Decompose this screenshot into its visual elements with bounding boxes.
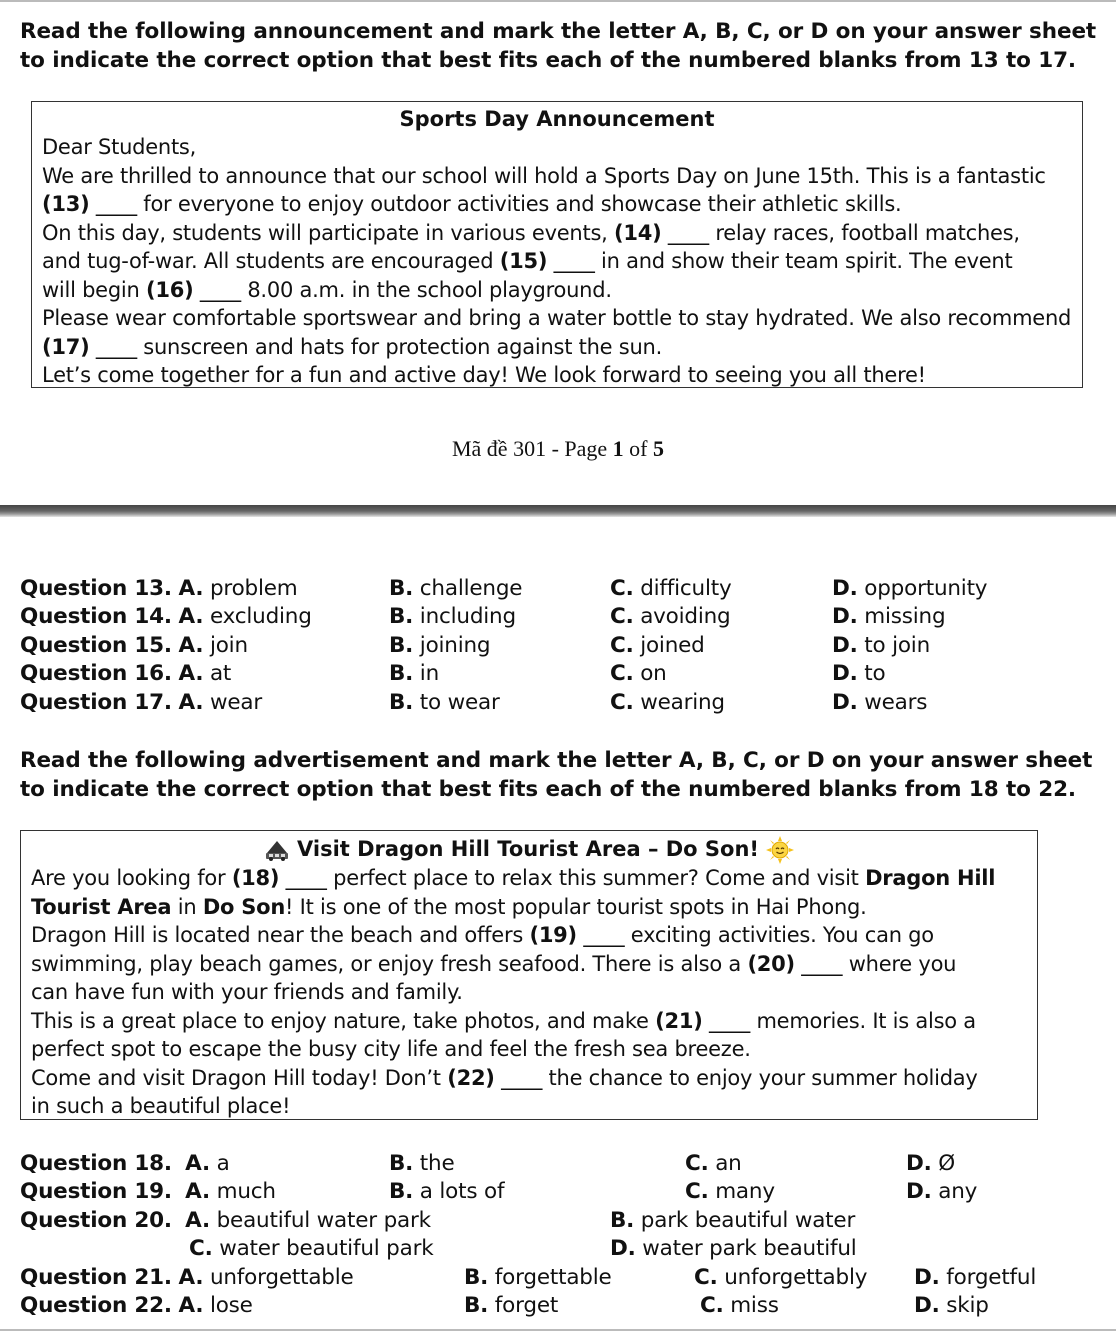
- q13-option-b-row: B. challenge: [389, 576, 523, 601]
- announcement-line-4-b: in and show their team spirit. The event: [601, 249, 1013, 273]
- advert-line-8: [31, 1064, 978, 1093]
- q22-option-b[interactable]: forget: [494, 1293, 559, 1318]
- q14-option-a[interactable]: excluding: [209, 604, 312, 629]
- blank-number-13: (13): [42, 192, 90, 216]
- question-19-label: Question 19. A. much: [20, 1179, 276, 1204]
- advert-line-7: perfect spot to escape the busy city life and feel the fresh sea breeze.: [31, 1037, 751, 1061]
- q19-option-b-row: B. a lots of: [389, 1179, 505, 1204]
- announcement-line-3-b: relay races, football matches,: [715, 221, 1020, 245]
- instruction-13-17: Read the following announcement and mark the letter A, B, C, or D on your answer sheet to indicate the correct option that best fits each of the numbered blanks from 13 to 17.: [20, 19, 1097, 73]
- page-footer: [0, 436, 1116, 462]
- q17-option-b[interactable]: to wear: [419, 690, 500, 715]
- footer-page-number: 1: [612, 436, 624, 461]
- advert-line-2-mid: in: [177, 895, 197, 919]
- q14-option-c-row: C. avoiding: [610, 604, 731, 629]
- announcement-box: [31, 101, 1083, 388]
- q19-option-a[interactable]: much: [216, 1179, 276, 1204]
- q20-option-c[interactable]: water beautiful park: [219, 1236, 434, 1261]
- advert-line-6-b: memories. It is also a: [756, 1009, 976, 1033]
- blank-16: ____: [199, 278, 241, 302]
- q19-option-b[interactable]: a lots of: [419, 1179, 505, 1204]
- q22-option-a[interactable]: lose: [209, 1293, 253, 1318]
- announcement-line-7-text: sunscreen and hats for protection against the sun.: [143, 335, 662, 359]
- q15-option-c[interactable]: joined: [640, 633, 705, 658]
- q20-option-d-row: D. water park beautiful: [610, 1236, 857, 1261]
- q21-option-a[interactable]: unforgettable: [209, 1265, 354, 1290]
- q19-option-c[interactable]: many: [715, 1179, 775, 1204]
- blank-number-22: (22): [447, 1066, 495, 1090]
- blank-21: ____: [709, 1009, 751, 1033]
- q13-option-b[interactable]: challenge: [419, 576, 523, 601]
- q18-option-b[interactable]: the: [419, 1151, 455, 1176]
- q14-option-c[interactable]: avoiding: [640, 604, 731, 629]
- advert-line-3-b: exciting activities. You can go: [630, 923, 934, 947]
- question-20-label: Question 20. A. beautiful water park: [20, 1208, 431, 1233]
- announcement-line-1: We are thrilled to announce that our school will hold a Sports Day on June 15th. This is a fantastic: [42, 164, 1046, 188]
- q18-option-c[interactable]: an: [715, 1151, 742, 1176]
- q15-option-d[interactable]: to join: [864, 633, 931, 658]
- footer-page-total: 5: [653, 436, 664, 461]
- blank-20: ____: [801, 952, 843, 976]
- advert-line-9: in such a beautiful place!: [31, 1094, 291, 1118]
- blank-13: ____: [95, 192, 137, 216]
- question-22-label: Question 22. A. lose: [20, 1293, 253, 1318]
- q14-option-d-row: D. missing: [832, 604, 946, 629]
- blank-number-15: (15): [499, 249, 548, 273]
- q17-option-d-row: D. wears: [832, 690, 928, 715]
- question-13-label: Question 13. A. problem: [20, 576, 298, 601]
- q22-option-b-row: B. forget: [464, 1293, 559, 1318]
- advert-line-6-a: This is a great place to enjoy nature, take photos, and make: [31, 1009, 649, 1033]
- q18-option-c-row: C. an: [685, 1151, 742, 1176]
- q15-option-b[interactable]: joining: [419, 633, 491, 658]
- q17-option-b-row: B. to wear: [389, 690, 500, 715]
- q22-option-c-row: C. miss: [700, 1293, 779, 1318]
- advert-line-2: [31, 893, 867, 922]
- question-21-label: Question 21. A. unforgettable: [20, 1265, 354, 1290]
- q22-option-d[interactable]: skip: [946, 1293, 989, 1318]
- page-separator: [0, 505, 1116, 517]
- q16-option-a[interactable]: at: [209, 661, 232, 686]
- q14-option-b[interactable]: including: [419, 604, 516, 629]
- q16-option-c-row: C. on: [610, 661, 667, 686]
- advert-line-6: [31, 1007, 976, 1036]
- announcement-line-4-a: and tug-of-war. All students are encouraged: [42, 249, 494, 273]
- sun-face-icon: [766, 836, 794, 864]
- q13-option-c-row: C. difficulty: [610, 576, 732, 601]
- advert-line-4-b: where you: [848, 952, 957, 976]
- question-16-label: Question 16. A. at: [20, 661, 232, 686]
- announcement-line-4: [42, 247, 1012, 276]
- blank-14: ____: [667, 221, 709, 245]
- blank-number-16: (16): [146, 278, 194, 302]
- q20-option-d[interactable]: water park beautiful: [642, 1236, 857, 1261]
- blank-number-18: (18): [231, 866, 280, 890]
- advert-line-1: [31, 864, 995, 893]
- q15-option-b-row: B. joining: [389, 633, 491, 658]
- mountain-railway-icon: [264, 838, 290, 862]
- q13-option-d[interactable]: opportunity: [864, 576, 988, 601]
- advert-line-8-b: the chance to enjoy your summer holiday: [548, 1066, 978, 1090]
- announcement-line-5-a: will begin: [42, 278, 140, 302]
- blank-17: ____: [95, 335, 137, 359]
- q16-option-b-row: B. in: [389, 661, 439, 686]
- blank-number-19: (19): [529, 923, 577, 947]
- q15-option-d-row: D. to join: [832, 633, 931, 658]
- q15-option-c-row: C. joined: [610, 633, 705, 658]
- top-border: [0, 0, 1116, 2]
- q16-option-b[interactable]: in: [419, 661, 439, 686]
- advert-line-1-bold: Dragon Hill: [865, 866, 996, 890]
- advert-title: Visit Dragon Hill Tourist Area – Do Son!: [297, 837, 759, 861]
- blank-22: ____: [501, 1066, 543, 1090]
- q13-option-c[interactable]: difficulty: [640, 576, 732, 601]
- advert-title-row: [21, 835, 1037, 864]
- announcement-line-5: [42, 276, 612, 305]
- advert-line-8-a: Come and visit Dragon Hill today! Don’t: [31, 1066, 441, 1090]
- q17-option-a[interactable]: wear: [209, 690, 262, 715]
- blank-18: ____: [285, 866, 327, 890]
- advert-line-2-bold-1: Tourist Area: [31, 895, 172, 919]
- q14-option-d[interactable]: missing: [864, 604, 946, 629]
- q15-option-a[interactable]: join: [209, 633, 248, 658]
- blank-number-17: (17): [42, 335, 90, 359]
- q20-option-a[interactable]: beautiful water park: [216, 1208, 431, 1233]
- announcement-title: Sports Day Announcement: [399, 107, 715, 131]
- announcement-line-3: [42, 219, 1020, 248]
- announcement-line-8: Let’s come together for a fun and active day! We look forward to seeing you all there!: [42, 363, 926, 387]
- question-14-label: Question 14. A. excluding: [20, 604, 312, 629]
- advert-line-3-a: Dragon Hill is located near the beach and offers: [31, 923, 524, 947]
- q18-option-b-row: B. the: [389, 1151, 455, 1176]
- instruction-18-22: Read the following advertisement and mark the letter A, B, C, or D on your answer sheet to indicate the correct option that best fits each of the numbered blanks from 18 to 22.: [20, 748, 1093, 802]
- blank-number-20: (20): [747, 952, 795, 976]
- q13-option-d-row: D. opportunity: [832, 576, 988, 601]
- question-17-label: Question 17. A. wear: [20, 690, 262, 715]
- q16-option-c[interactable]: on: [640, 661, 667, 686]
- footer-of: of: [629, 436, 648, 461]
- q17-option-d[interactable]: wears: [864, 690, 928, 715]
- announcement-line-2: [42, 190, 901, 219]
- q21-option-c[interactable]: unforgettably: [724, 1265, 868, 1290]
- q21-option-d-row: D. forgetful: [914, 1265, 1037, 1290]
- footer-prefix: Mã đề 301 - Page: [451, 436, 608, 461]
- question-18-label: Question 18. A. a: [20, 1151, 230, 1176]
- q17-option-c-row: C. wearing: [610, 690, 725, 715]
- advert-line-2-bold-2: Do Son: [202, 895, 286, 919]
- announcement-line-2-text: for everyone to enjoy outdoor activities and showcase their athletic skills.: [143, 192, 902, 216]
- q19-option-c-row: C. many: [685, 1179, 775, 1204]
- q19-option-d[interactable]: any: [938, 1179, 978, 1204]
- q17-option-c[interactable]: wearing: [640, 690, 725, 715]
- q13-option-a[interactable]: problem: [209, 576, 298, 601]
- advertisement-box: [20, 830, 1038, 1120]
- q21-option-c-row: C. unforgettably: [694, 1265, 868, 1290]
- announcement-line-6: Please wear comfortable sportswear and bring a water bottle to stay hydrated. We also recommend: [42, 306, 1072, 330]
- blank-number-21: (21): [655, 1009, 703, 1033]
- q21-option-d[interactable]: forgetful: [946, 1265, 1037, 1290]
- advert-line-3: [31, 921, 934, 950]
- announcement-greeting: Dear Students,: [42, 135, 197, 159]
- q22-option-d-row: D. skip: [914, 1293, 989, 1318]
- q20-option-c-row: C. water beautiful park: [189, 1236, 434, 1261]
- blank-15: ____: [553, 249, 595, 273]
- q20-option-b-row: B. park beautiful water: [610, 1208, 856, 1233]
- q14-option-b-row: B. including: [389, 604, 516, 629]
- q19-option-d-row: D. any: [906, 1179, 978, 1204]
- blank-number-14: (14): [614, 221, 662, 245]
- announcement-line-3-a: On this day, students will participate in various events,: [42, 221, 608, 245]
- q16-option-d-row: D. to: [832, 661, 886, 686]
- bottom-border: [0, 1329, 1116, 1331]
- advert-line-2-rest: ! It is one of the most popular tourist spots in Hai Phong.: [285, 895, 867, 919]
- q16-option-d[interactable]: to: [864, 661, 886, 686]
- q21-option-b[interactable]: forgettable: [494, 1265, 612, 1290]
- announcement-line-5-b: 8.00 a.m. in the school playground.: [247, 278, 612, 302]
- advert-line-1-b: perfect place to relax this summer? Come and visit: [333, 866, 859, 890]
- blank-19: ____: [583, 923, 625, 947]
- advert-line-4: [31, 950, 956, 979]
- advert-line-4-a: swimming, play beach games, or enjoy fresh seafood. There is also a: [31, 952, 741, 976]
- q22-option-c[interactable]: miss: [730, 1293, 779, 1318]
- advert-line-1-a: Are you looking for: [31, 866, 226, 890]
- q21-option-b-row: B. forgettable: [464, 1265, 612, 1290]
- announcement-line-7: [42, 333, 662, 362]
- question-15-label: Question 15. A. join: [20, 633, 248, 658]
- advert-line-5: can have fun with your friends and family.: [31, 980, 463, 1004]
- q20-option-b[interactable]: park beautiful water: [640, 1208, 856, 1233]
- q18-option-d[interactable]: Ø: [938, 1151, 955, 1176]
- q18-option-d-row: D. Ø: [906, 1151, 955, 1176]
- q18-option-a[interactable]: a: [216, 1151, 230, 1176]
